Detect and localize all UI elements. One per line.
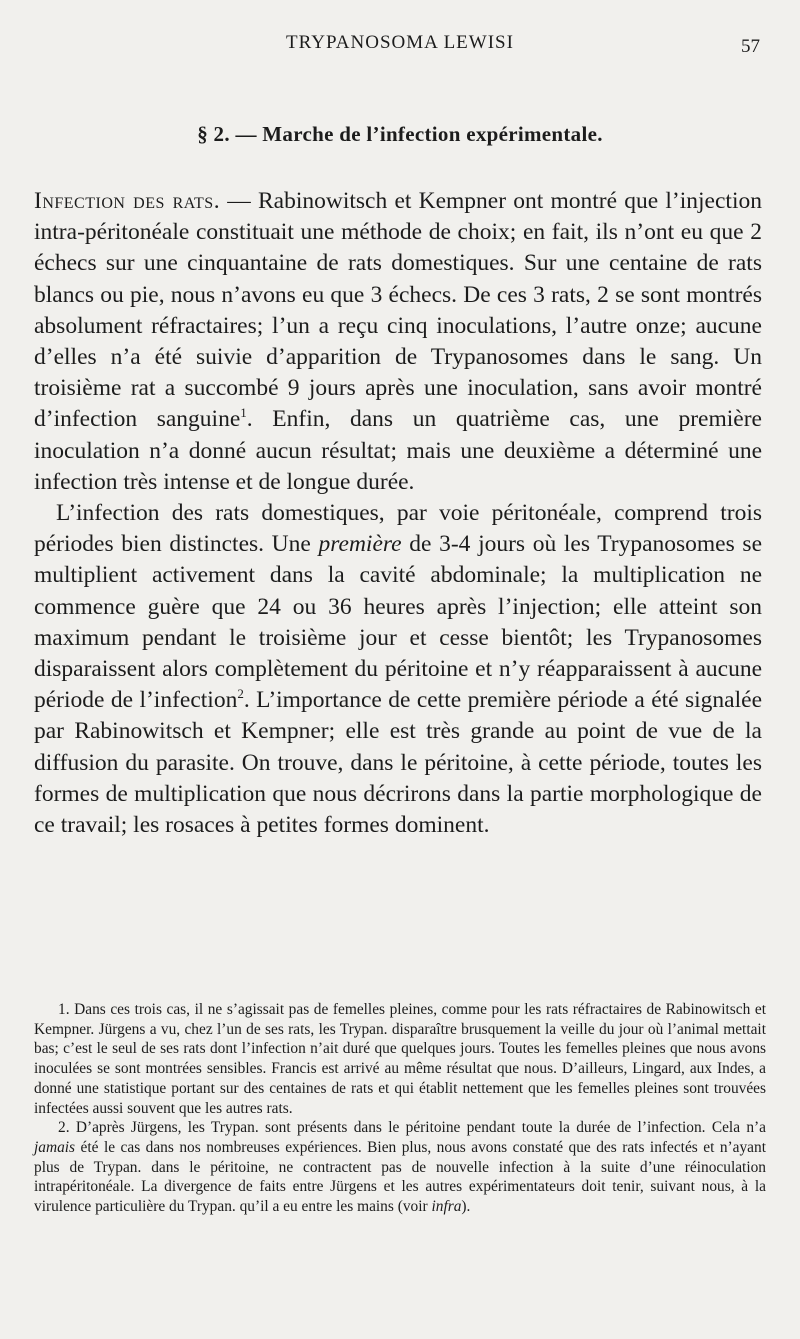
italic-word: jamais bbox=[34, 1138, 76, 1156]
footnote-text: ). bbox=[461, 1198, 471, 1216]
paragraph-text: . Enfin, dans un quatrième cas, une première inoculation n’a donné aucun résultat; mais une deuxième a déterminé une infection très intense et de longue durée. bbox=[34, 406, 762, 495]
page-number: 57 bbox=[741, 36, 760, 57]
paragraph-text: . L’importance de cette première période a été signalée par Rabinowitsch et Kempner; elle est très grande au point de vue de la diffusion du parasite. On trouve, dans le péritoine, à cette période, toutes les formes de multiplication que nous décrirons dans la partie morphologique de ce travail; les rosaces à petites formes dominent. bbox=[34, 687, 762, 839]
footnote-ref-2: 2 bbox=[237, 686, 244, 702]
paragraph-text: de 3-4 jours où les Trypanosomes se multiplient activement dans la cavité abdominale; la multiplication ne commence guère que 24 ou 36 heures après l’injection; elle atteint son maximum pendant le troisième jour et cesse bientôt; les Trypanosomes disparaissent alors complètement du péritoine et n’y réapparaissent à aucune période de l’infection bbox=[34, 531, 762, 714]
paragraph-text: L’infection des rats domestiques, par voie péritonéale, comprend trois périodes bien distinctes. Une bbox=[34, 500, 762, 558]
footnote-ref-1: 1 bbox=[240, 405, 247, 421]
footnote-1: 1. Dans ces trois cas, il ne s’agissait pas de femelles pleines, comme pour les rats réfractaires de Rabinowitsch et Kempner. Jürgens a vu, chez l’un de ses rats, les Trypan. disparaître brusquement la veille du jour où l’animal mettait bas; c’est le seul de ses rats dont l’infection n’ait duré que quelques jours. Toutes les femelles pleines que nous avons inoculées se sont montrées sensibles. Francis est arrivé au même résultat que nous. D’ailleurs, Lingard, aux Indes, a donné une statistique portant sur des centaines de rats et qui établit nettement que les femelles pleines sont trouvées infectées aussi souvent que les autres rats. bbox=[34, 1001, 766, 1117]
italic-word: première bbox=[318, 531, 402, 558]
paragraph-periodes bbox=[34, 498, 762, 841]
footnote-text: 2. D’après Jürgens, les Trypan. sont présents dans le péritoine pendant toute la durée de l’infection. Cela n’a bbox=[58, 1119, 766, 1137]
paragraph-infection-des-rats bbox=[34, 186, 762, 498]
running-title: TRYPANOSOMA LEWISI bbox=[286, 32, 514, 53]
footnote-2 bbox=[34, 1118, 766, 1217]
italic-word: infra bbox=[431, 1198, 462, 1216]
body-text bbox=[34, 186, 762, 841]
paragraph-text: — Rabinowitsch et Kempner ont montré que l’injection intra-péritonéale constituait une méthode de choix; en fait, ils n’ont eu que 2 échecs sur une cinquantaine de rats domestiques. Sur une centaine de rats blancs ou pie, nous n’avons eu que 3 échecs. De ces 3 rats, 2 se sont montrés absolument réfractaires; l’un a reçu cinq inoculations, l’autre onze; aucune d’elles n’a été suivie d’apparition de Trypanosomes dans le sang. Un troisième rat a succombé 9 jours après une inoculation, sans avoir montré d’infection sanguine bbox=[34, 188, 762, 433]
running-head bbox=[0, 32, 800, 62]
section-heading: § 2. — Marche de l’infection expérimentale. bbox=[197, 122, 603, 146]
footnotes bbox=[34, 1000, 766, 1217]
run-in-heading: Infection des rats. bbox=[34, 188, 221, 214]
footnote-text: été le cas dans nos nombreuses expériences. Bien plus, nous avons constaté que des rats infectés et n’ayant plus de Trypan. dans le péritoine, ne contractent pas de nouvelle infection à la suite d’une réinoculation intrapéritonéale. La divergence de faits entre Jürgens et les autres expérimentateurs doit tenir, suivant nous, à la virulence particulière du Trypan. qu’il a eu entre les mains (voir bbox=[34, 1138, 766, 1216]
